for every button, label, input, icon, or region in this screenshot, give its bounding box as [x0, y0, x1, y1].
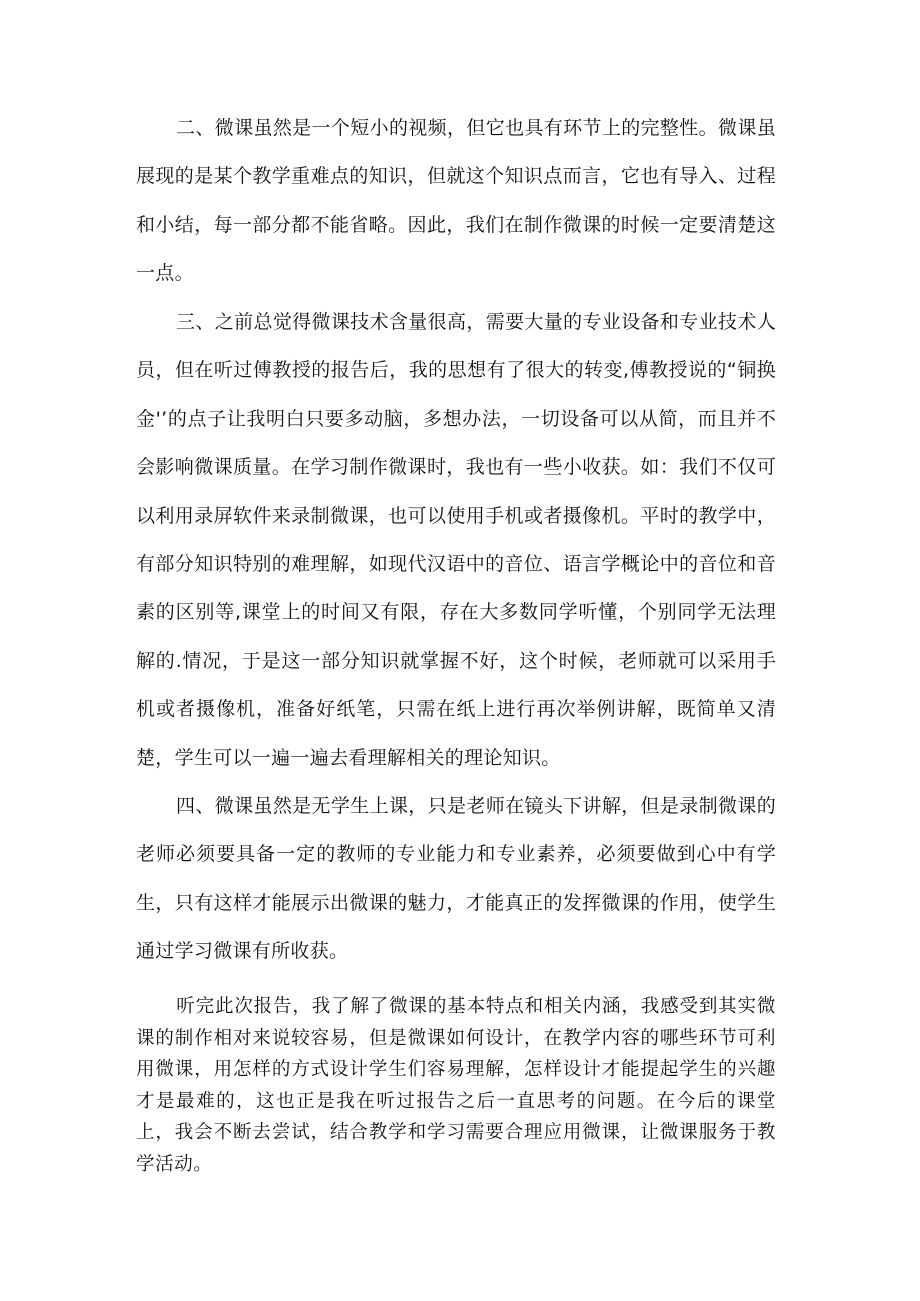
paragraph-conclusion: [136, 991, 776, 1181]
paragraph-text: 听完此次报告，我了解了微课的基本特点和相关内涵，我感受到其实微课的制作相对来说较容易，但是微课如何设计，在教学内容的哪些环节可利用微课，用怎样的方式设计学生们容易理解，怎样设计才能提起学生的兴趣才是最难的，这也正是我在听过报告之后一直思考的问题。在今后的课堂上，我会不断去尝试，结合教学和学习需要合理应用微课，让微课服务于教学活动。: [136, 996, 776, 1175]
paragraph-point-three: [136, 298, 776, 782]
paragraph-text: 四、微课虽然是无学生上课，只是老师在镜头下讲解，但是录制微课的老师必须要具备一定的教师的专业能力和专业素养，必须要做到心中有学生，只有这样才能展示出微课的魅力，才能真正的发挥微课的作用，使学生通过学习微课有所收获。: [136, 795, 776, 963]
paragraph-point-two: [136, 104, 776, 298]
paragraph-text: 二、微课虽然是一个短小的视频，但它也具有环节上的完整性。微课虽展现的是某个教学重难点的知识，但就这个知识点而言，它也有导入、过程和小结，每一部分都不能省略。因此，我们在制作微课的时候一定要清楚这一点。: [136, 117, 776, 285]
paragraph-point-four: [136, 782, 776, 976]
paragraph-text: 三、之前总觉得微课技术含量很高，需要大量的专业设备和专业技术人员，但在听过傅教授的报告后，我的思想有了很大的转变,傅教授说的“铜换金'’的点子让我明白只要多动脑，多想办法，一切设备可以从简，而且并不会影响微课质量。在学习制作微课时，我也有一些小收获。如：我们不仅可以利用录屏软件来录制微课，也可以使用手机或者摄像机。平时的教学中，有部分知识特别的难理解，如现代汉语中的音位、语言学概论中的音位和音素的区别等,课堂上的时间又有限，存在大多数同学听懂，个别同学无法理解的.情况，于是这一部分知识就掌握不好，这个时候，老师就可以采用手机或者摄像机，准备好纸笔，只需在纸上进行再次举例讲解，既简单又清楚，学生可以一遍一遍去看理解相关的理论知识。: [136, 311, 776, 769]
